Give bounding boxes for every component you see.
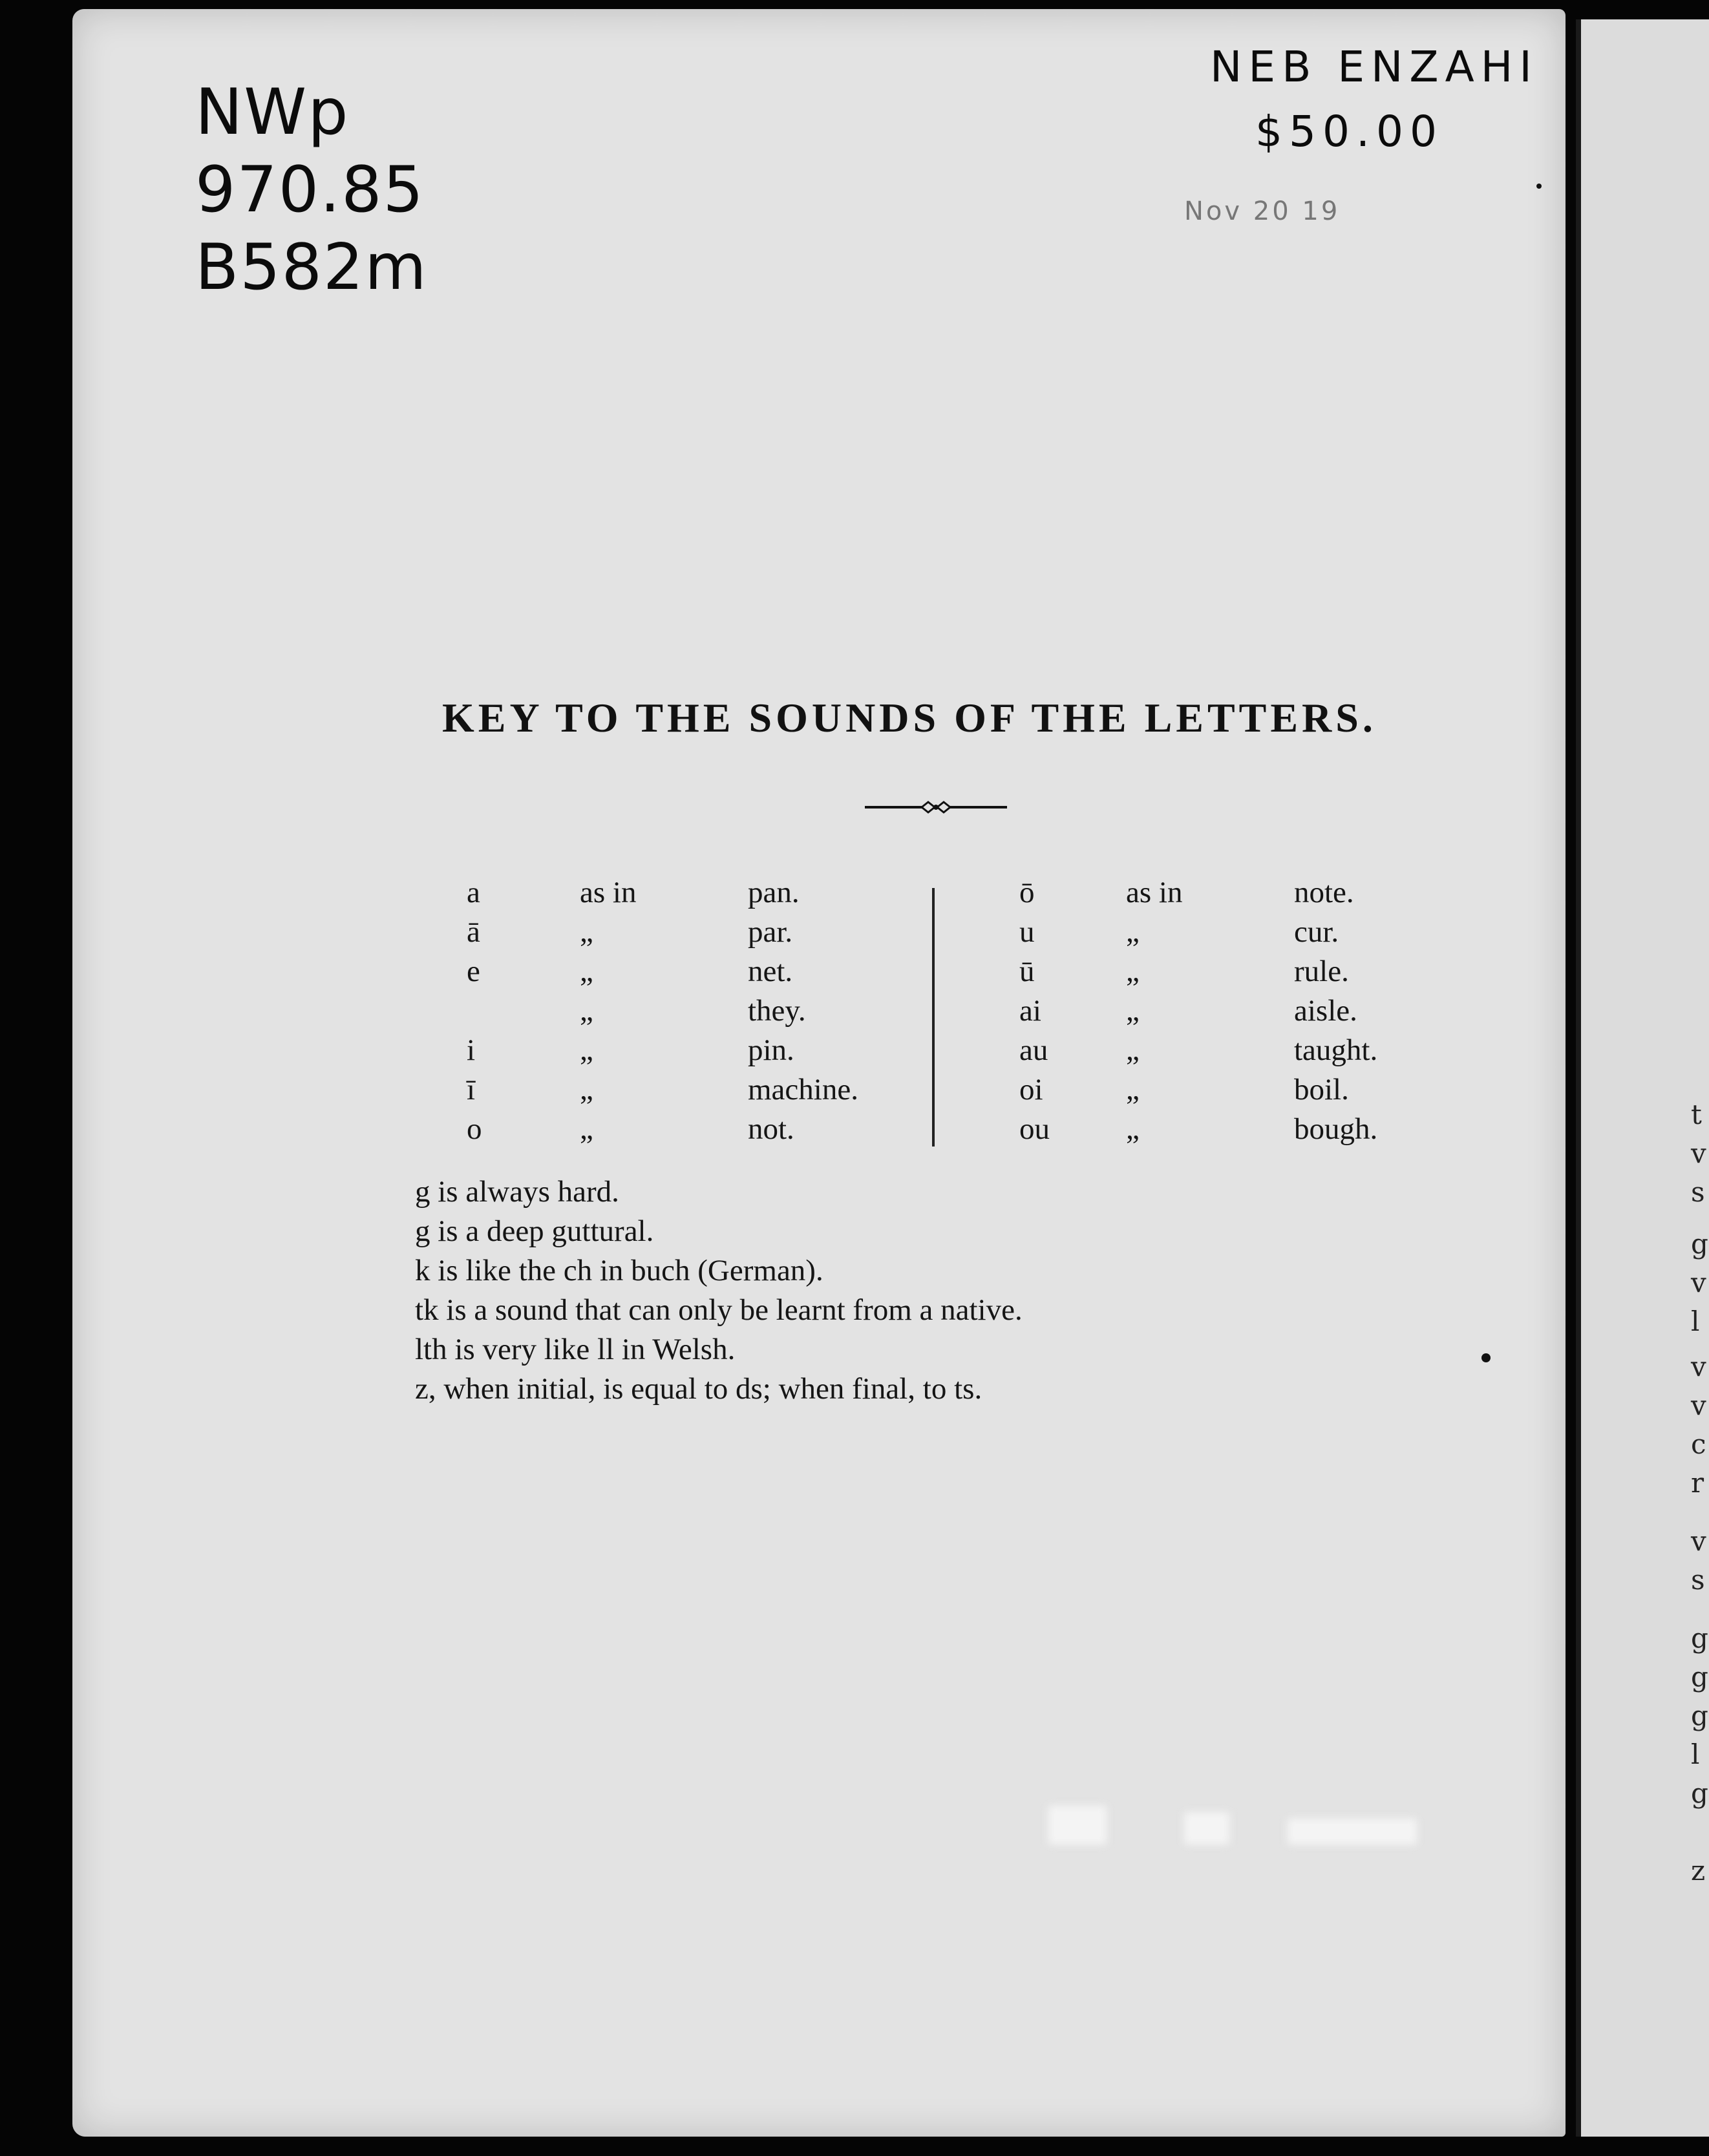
- key-letter: ō: [1019, 876, 1035, 909]
- edge-letter: g: [1691, 1622, 1708, 1654]
- key-as: „: [580, 994, 593, 1028]
- key-word: note.: [1294, 876, 1354, 909]
- key-as: „: [1126, 1033, 1140, 1067]
- light-blot: [1048, 1806, 1107, 1844]
- key-as: „: [580, 915, 593, 949]
- note-line: tk is a sound that can only be learnt from a native.: [415, 1293, 1023, 1327]
- key-word: machine.: [748, 1073, 858, 1106]
- edge-letter: v: [1691, 1351, 1706, 1382]
- light-blot: [1184, 1812, 1229, 1844]
- book-page: [72, 9, 1566, 2137]
- key-word: taught.: [1294, 1033, 1378, 1067]
- note-line: lth is very like ll in Welsh.: [415, 1333, 736, 1366]
- call-number-line: B582m: [195, 231, 428, 304]
- edge-letter: v: [1691, 1267, 1706, 1298]
- key-word: they.: [748, 994, 806, 1028]
- note-line: z, when initial, is equal to ds; when final, to ts.: [415, 1372, 982, 1406]
- next-page-edge: [1576, 19, 1709, 2137]
- key-word: boil.: [1294, 1073, 1349, 1106]
- page-title: KEY TO THE SOUNDS OF THE LETTERS.: [442, 695, 1377, 741]
- key-as: „: [1126, 1112, 1140, 1146]
- key-letter: ou: [1019, 1112, 1050, 1146]
- light-blot: [1288, 1819, 1417, 1844]
- key-word: rule.: [1294, 955, 1349, 988]
- pronunciation-notes: [415, 1172, 1023, 1409]
- edge-letter: l: [1691, 1305, 1700, 1337]
- key-word: cur.: [1294, 915, 1339, 949]
- key-as: as in: [580, 876, 637, 909]
- column-divider: [932, 888, 935, 1147]
- key-letter: e: [467, 955, 480, 988]
- note-line: g is always hard.: [415, 1175, 619, 1209]
- price-annotation: [1210, 35, 1538, 164]
- edge-letter: g: [1691, 1777, 1708, 1809]
- key-as: „: [1126, 994, 1140, 1028]
- key-word: aisle.: [1294, 994, 1357, 1028]
- key-letter: au: [1019, 1033, 1048, 1067]
- edge-letter: r: [1691, 1467, 1704, 1499]
- key-word: par.: [748, 915, 793, 949]
- edge-letter: l: [1691, 1739, 1700, 1770]
- key-as: „: [580, 955, 593, 988]
- key-as: „: [1126, 955, 1140, 988]
- key-as: „: [580, 1073, 593, 1106]
- key-as: „: [1126, 1073, 1140, 1106]
- key-word: bough.: [1294, 1112, 1378, 1146]
- key-letter: u: [1019, 915, 1035, 949]
- key-as: „: [1126, 915, 1140, 949]
- key-letter: ī: [467, 1073, 476, 1106]
- key-word: pan.: [748, 876, 800, 909]
- call-number-line: 970.85: [195, 153, 425, 227]
- call-number-annotation: [195, 74, 428, 306]
- key-word: net.: [748, 955, 793, 988]
- key-letter: oi: [1019, 1073, 1043, 1106]
- key-letter: o: [467, 1112, 482, 1146]
- key-letter: i: [467, 1033, 476, 1067]
- key-word: not.: [748, 1112, 794, 1146]
- note-line: k is like the ch in buch (German).: [415, 1254, 823, 1287]
- edge-letter: v: [1691, 1137, 1706, 1169]
- edge-letter: v: [1691, 1525, 1706, 1557]
- note-line: g is a deep guttural.: [415, 1214, 654, 1248]
- edge-letter: s: [1691, 1564, 1705, 1596]
- call-number-line: NWp: [195, 76, 350, 149]
- key-as: as in: [1126, 876, 1183, 909]
- ink-speck: [1481, 1353, 1491, 1362]
- ink-speck: [1536, 184, 1542, 189]
- edge-letter: t: [1691, 1099, 1702, 1130]
- price: $50.00: [1255, 107, 1443, 156]
- key-letter: a: [467, 876, 480, 909]
- edge-letter: z: [1691, 1855, 1706, 1886]
- key-as: „: [580, 1033, 593, 1067]
- date-stamp: Nov 20 19: [1184, 196, 1341, 226]
- key-letter: ū: [1019, 955, 1035, 988]
- key-letter: ā: [467, 915, 480, 949]
- edge-letter: s: [1691, 1176, 1705, 1208]
- edge-letter: g: [1691, 1700, 1708, 1731]
- key-letter: ai: [1019, 994, 1041, 1028]
- edge-letter: v: [1691, 1390, 1706, 1421]
- edge-letter: c: [1691, 1428, 1706, 1460]
- key-as: „: [580, 1112, 593, 1146]
- dealer-code: NEB ENZAHI: [1210, 42, 1538, 92]
- edge-letter: g: [1691, 1661, 1708, 1693]
- key-word: pin.: [748, 1033, 794, 1067]
- flourish-ornament: [865, 798, 1007, 817]
- edge-letter: g: [1691, 1228, 1708, 1260]
